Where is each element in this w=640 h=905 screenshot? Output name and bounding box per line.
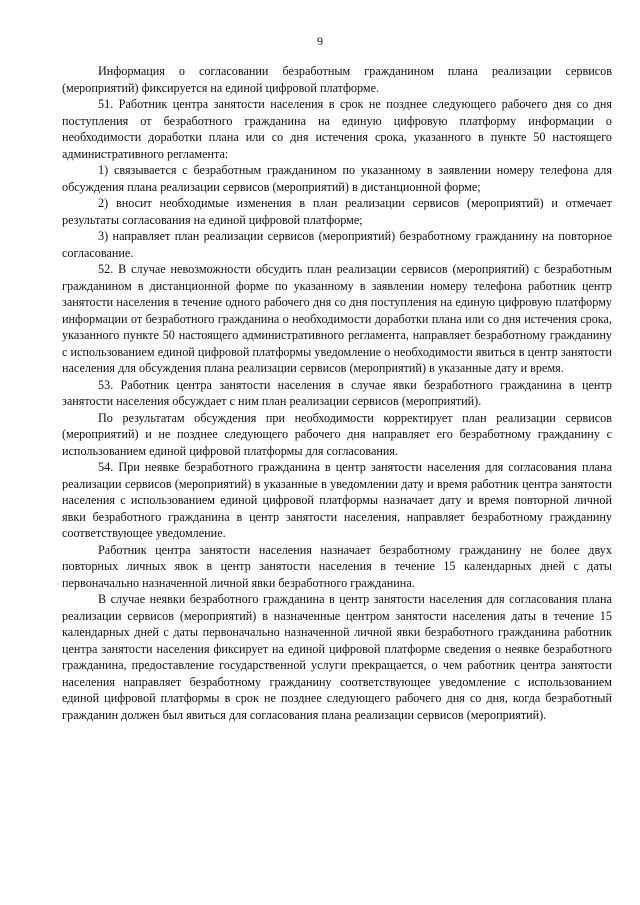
paragraph-53-discussion: По результатам обсуждения при необходимости корректирует план реализации сервисов (мероприятий) и не позднее следующего рабочего дня направляет его безработному гражданину с использованием единой цифровой платформы для согласования.	[62, 410, 612, 458]
paragraph-51-item-1: 1) связывается с безработным гражданином по указанному в заявлении номеру телефона для обсуждения плана реализации сервисов (мероприятий) в дистанционной форме;	[62, 163, 612, 194]
paragraph-54-non-appearance: В случае неявки безработного гражданина в центр занятости населения для согласования плана реализации сервисов (мероприятий) в назначенные центром занятости населения даты в течение 15 календарных дней с даты первоначально назначенной личной явки безработного гражданина работник центра занятости населения фиксирует на единой цифровой платформе сведения о неявке безработного гражданина, предоставление государственной услуги прекращается, о чем работник центра занятости населения направляет безработному гражданину соответствующее уведомление с использованием единой цифровой платформы в срок не позднее следующего рабочего дня со дня, когда безработный гражданин должен был явиться для согласования плана реализации сервисов (мероприятий).	[62, 592, 612, 722]
paragraph-51-item-2: 2) вносит необходимые изменения в план реализации сервисов (мероприятий) и отмечает результаты согласования на единой цифровой платформе;	[62, 196, 612, 227]
document-body	[62, 63, 612, 723]
paragraph-53: 53. Работник центра занятости населения в случае явки безработного гражданина в центр занятости населения обсуждает с ним план реализации сервисов (мероприятий).	[62, 377, 612, 408]
paragraph-51: 51. Работник центра занятости населения в срок не позднее следующего рабочего дня со дня поступления от безработного гражданина на единую цифровую платформу информации о необходимости доработки плана или со дня истечения срока, указанного в пункте 50 настоящего административного регламента:	[62, 97, 612, 161]
page-number: 9	[317, 34, 323, 48]
paragraph-54-repeat-visits: Работник центра занятости населения назначает безработному гражданину не более двух повторных личных явок в центр занятости населения в течение 15 календарных дней с даты первоначально назначенной личной явки безработного гражданина.	[62, 542, 612, 590]
paragraph-51-item-3: 3) направляет план реализации сервисов (мероприятий) безработному гражданину на повторное согласование.	[62, 229, 612, 260]
paragraph-52: 52. В случае невозможности обсудить план реализации сервисов (мероприятий) с безработным гражданином в дистанционной форме по указанному в заявлении номеру телефона работник центр занятости населения в течение одного рабочего дня со дня поступления на единую цифровую платформу информации от безработного гражданина о необходимости доработки плана или со дня истечения срока, указанного пункте 50 настоящего административного регламента, направляет безработному гражданину с использованием единой цифровой платформы уведомление о необходимости явиться в центр занятости населения для обсуждения плана реализации сервисов (мероприятий) в указанные дату и время.	[62, 262, 612, 375]
paragraph-approval-info: Информация о согласовании безработным гражданином плана реализации сервисов (мероприятий) фиксируется на единой цифровой платформе.	[62, 64, 612, 95]
paragraph-54: 54. При неявке безработного гражданина в центр занятости населения для согласования плана реализации сервисов (мероприятий) в указанные в уведомлении дату и время работник центра занятости населения с использованием единой цифровой платформы назначает дату и время повторной личной явки безработного гражданина в центр занятости населения, направляет безработному гражданину соответствующее уведомление.	[62, 460, 612, 540]
